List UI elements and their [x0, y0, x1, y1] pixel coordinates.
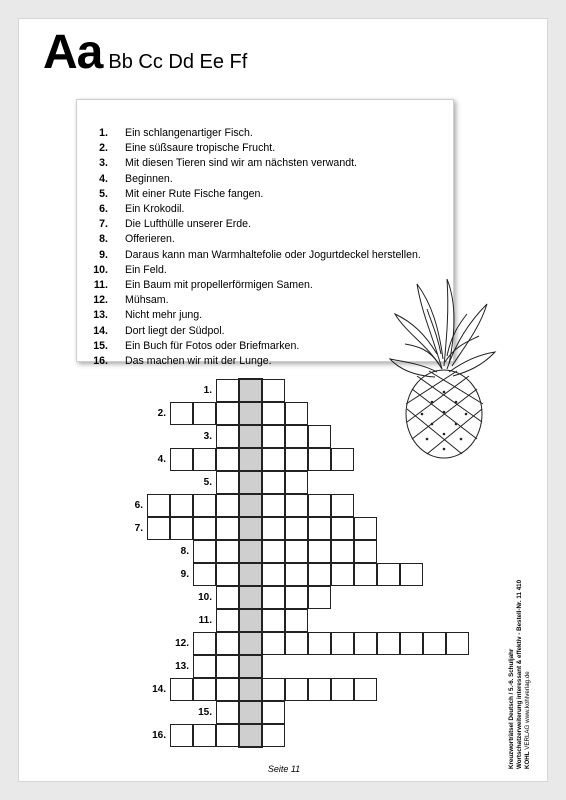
letter-cell[interactable]	[216, 540, 239, 563]
side-line-1: Kreuzworträtsel Deutsch / 5.-6. Schuljahr	[508, 648, 515, 769]
row-number: 9.	[180, 569, 189, 580]
clue-text: Beginnen.	[125, 172, 173, 185]
letter-cell[interactable]	[285, 563, 308, 586]
letter-cell[interactable]	[354, 632, 377, 655]
letter-cell[interactable]	[216, 655, 239, 678]
letter-cell[interactable]	[285, 540, 308, 563]
clue-text: Das machen wir mit der Lunge.	[125, 355, 272, 367]
clue-number: 16.	[93, 355, 108, 367]
clue-number: 13.	[93, 309, 108, 322]
letter-cell[interactable]	[193, 448, 216, 471]
letter-cell[interactable]	[216, 517, 239, 540]
letter-cell[interactable]	[354, 563, 377, 586]
letter-cell[interactable]	[216, 563, 239, 586]
solution-cell[interactable]	[239, 563, 262, 586]
letter-cell[interactable]	[308, 632, 331, 655]
letter-cell[interactable]	[147, 517, 170, 540]
solution-cell[interactable]	[239, 448, 262, 471]
letter-cell[interactable]	[216, 402, 239, 425]
clue-text: Nicht mehr jung.	[125, 309, 203, 322]
letter-cell[interactable]	[170, 724, 193, 747]
letter-cell[interactable]	[262, 586, 285, 609]
letter-cell[interactable]	[216, 678, 239, 701]
clue-text: Ein Baum mit propellerförmigen Samen.	[125, 279, 313, 291]
clue-text: Daraus kann man Warmhaltefolie oder Jogurtdeckel herstellen.	[125, 248, 421, 261]
clue-number: 12.	[93, 294, 108, 307]
letter-cell[interactable]	[285, 517, 308, 540]
letter-cell[interactable]	[354, 540, 377, 563]
solution-cell[interactable]	[239, 494, 262, 517]
letter-cell[interactable]	[193, 678, 216, 701]
letter-cell[interactable]	[446, 632, 469, 655]
solution-cell[interactable]	[239, 678, 262, 701]
letter-cell[interactable]	[262, 379, 285, 402]
publisher-logo-text: KOHL	[524, 751, 531, 769]
solution-cell[interactable]	[239, 540, 262, 563]
letter-cell[interactable]	[193, 494, 216, 517]
letter-cell[interactable]	[308, 678, 331, 701]
solution-cell[interactable]	[239, 632, 262, 655]
row-number: 14.	[152, 684, 166, 695]
clue-number: 3.	[99, 157, 108, 170]
letter-cell[interactable]	[170, 402, 193, 425]
row-number: 5.	[203, 477, 212, 488]
letter-cell[interactable]	[262, 471, 285, 494]
letter-cell[interactable]	[285, 586, 308, 609]
letter-cell[interactable]	[170, 448, 193, 471]
letter-cell[interactable]	[285, 471, 308, 494]
solution-cell[interactable]	[239, 402, 262, 425]
solution-cell[interactable]	[239, 655, 262, 678]
solution-cell[interactable]	[239, 701, 262, 724]
letter-cell[interactable]	[400, 563, 423, 586]
row-number: 10.	[198, 592, 212, 603]
letter-cell[interactable]	[193, 655, 216, 678]
letter-cell[interactable]	[331, 540, 354, 563]
letter-cell[interactable]	[331, 563, 354, 586]
letter-cell[interactable]	[216, 609, 239, 632]
letter-cell[interactable]	[262, 402, 285, 425]
clue-text: Mit einer Rute Fische fangen.	[125, 187, 264, 200]
letter-cell[interactable]	[262, 724, 285, 747]
letter-cell[interactable]	[308, 494, 331, 517]
row-number: 6.	[134, 500, 143, 511]
letter-cell[interactable]	[285, 494, 308, 517]
letter-cell[interactable]	[285, 678, 308, 701]
solution-cell[interactable]	[239, 724, 262, 747]
solution-cell[interactable]	[239, 517, 262, 540]
letter-cell[interactable]	[262, 517, 285, 540]
clue-number: 5.	[99, 187, 108, 200]
letter-cell[interactable]	[193, 724, 216, 747]
solution-cell[interactable]	[239, 379, 262, 402]
row-number: 7.	[134, 523, 143, 534]
letter-cell[interactable]	[170, 517, 193, 540]
letter-cell[interactable]	[262, 425, 285, 448]
letter-cell[interactable]	[262, 494, 285, 517]
publisher-logo-sub: VERLAG	[524, 724, 531, 750]
letter-cell[interactable]	[216, 379, 239, 402]
solution-cell[interactable]	[239, 425, 262, 448]
letter-cell[interactable]	[193, 563, 216, 586]
side-line-2: Wortschatzerweiterung interessant & effektiv - Bestell-Nr. 11 410	[516, 579, 523, 769]
worksheet-page	[18, 18, 548, 782]
header-other-letters: Bb Cc Dd Ee Ff	[108, 51, 248, 73]
letter-cell[interactable]	[216, 494, 239, 517]
letter-cell[interactable]	[331, 678, 354, 701]
clue-text: Ein Feld.	[125, 263, 167, 276]
clue-item	[77, 127, 453, 142]
solution-cell[interactable]	[239, 609, 262, 632]
row-number: 1.	[203, 385, 212, 396]
letter-cell[interactable]	[285, 632, 308, 655]
clue-item	[77, 249, 453, 264]
publisher-url: www.kohlverlag.de	[524, 671, 531, 723]
clue-text: Ein Buch für Fotos oder Briefmarken.	[125, 339, 300, 352]
letter-cell[interactable]	[193, 540, 216, 563]
row-number: 8.	[180, 546, 189, 557]
clue-item	[77, 188, 453, 203]
letter-cell[interactable]	[262, 609, 285, 632]
letter-cell[interactable]	[354, 678, 377, 701]
letter-cell[interactable]	[308, 586, 331, 609]
letter-cell[interactable]	[423, 632, 446, 655]
letter-cell[interactable]	[331, 517, 354, 540]
letter-cell[interactable]	[331, 448, 354, 471]
letter-cell[interactable]	[308, 540, 331, 563]
clue-text: Ein Krokodil.	[125, 203, 185, 215]
pineapple-illustration	[387, 274, 497, 464]
clue-text: Ein schlangenartiger Fisch.	[125, 127, 253, 139]
row-number: 11.	[198, 615, 212, 626]
letter-cell[interactable]	[147, 494, 170, 517]
letter-cell[interactable]	[216, 586, 239, 609]
letter-cell[interactable]	[331, 632, 354, 655]
solution-cell[interactable]	[239, 586, 262, 609]
clue-text: Offerieren.	[125, 233, 175, 246]
letter-cell[interactable]	[216, 632, 239, 655]
clue-number: 9.	[99, 248, 108, 261]
letter-cell[interactable]	[262, 448, 285, 471]
clue-number: 8.	[99, 233, 108, 246]
clue-item	[77, 218, 453, 233]
letter-cell[interactable]	[377, 563, 400, 586]
clue-number: 6.	[99, 203, 108, 215]
letter-cell[interactable]	[193, 517, 216, 540]
letter-cell[interactable]	[193, 402, 216, 425]
clue-number: 11.	[93, 279, 108, 291]
letter-cell[interactable]	[216, 425, 239, 448]
row-number: 13.	[175, 661, 189, 672]
clue-number: 15.	[93, 339, 108, 352]
letter-cell[interactable]	[285, 609, 308, 632]
clue-text: Die Lufthülle unserer Erde.	[125, 218, 252, 231]
clue-number: 7.	[99, 218, 108, 231]
letter-cell[interactable]	[216, 448, 239, 471]
letter-cell[interactable]	[377, 632, 400, 655]
letter-cell[interactable]	[262, 540, 285, 563]
alphabet-header	[43, 25, 247, 80]
clue-item	[77, 173, 453, 188]
row-number: 3.	[203, 431, 212, 442]
clue-number: 2.	[99, 142, 108, 155]
letter-cell[interactable]	[193, 632, 216, 655]
letter-cell[interactable]	[216, 701, 239, 724]
letter-cell[interactable]	[262, 563, 285, 586]
letter-cell[interactable]	[216, 724, 239, 747]
clue-number: 14.	[93, 324, 108, 337]
letter-cell[interactable]	[354, 517, 377, 540]
clue-text: Dort liegt der Südpol.	[125, 324, 225, 337]
row-number: 2.	[157, 408, 166, 419]
letter-cell[interactable]	[285, 425, 308, 448]
clue-number: 10.	[93, 263, 108, 276]
letter-cell[interactable]	[262, 678, 285, 701]
letter-cell[interactable]	[170, 494, 193, 517]
clue-text: Mühsam.	[125, 294, 169, 307]
clue-number: 1.	[99, 127, 108, 139]
letter-cell[interactable]	[170, 678, 193, 701]
letter-cell[interactable]	[308, 517, 331, 540]
clue-item	[77, 142, 453, 157]
clue-number: 4.	[99, 172, 108, 185]
page-number: Seite 11	[267, 764, 301, 774]
row-number: 15.	[198, 707, 212, 718]
letter-cell[interactable]	[285, 448, 308, 471]
row-number: 4.	[157, 454, 166, 465]
letter-cell[interactable]	[262, 701, 285, 724]
clue-item	[77, 203, 453, 218]
row-number: 16.	[152, 730, 166, 741]
row-number: 12.	[175, 638, 189, 649]
clue-text: Eine süßsaure tropische Frucht.	[125, 142, 276, 155]
letter-cell[interactable]	[331, 494, 354, 517]
letter-cell[interactable]	[216, 471, 239, 494]
letter-cell[interactable]	[262, 632, 285, 655]
solution-cell[interactable]	[239, 471, 262, 494]
clue-item	[77, 157, 453, 172]
letter-cell[interactable]	[308, 425, 331, 448]
letter-cell[interactable]	[308, 448, 331, 471]
header-big-letters: Aa	[43, 26, 103, 79]
side-publisher-info	[502, 439, 542, 774]
letter-cell[interactable]	[285, 402, 308, 425]
letter-cell[interactable]	[308, 563, 331, 586]
clue-item	[77, 233, 453, 248]
clue-text: Mit diesen Tieren sind wir am nächsten verwandt.	[125, 157, 357, 170]
letter-cell[interactable]	[400, 632, 423, 655]
